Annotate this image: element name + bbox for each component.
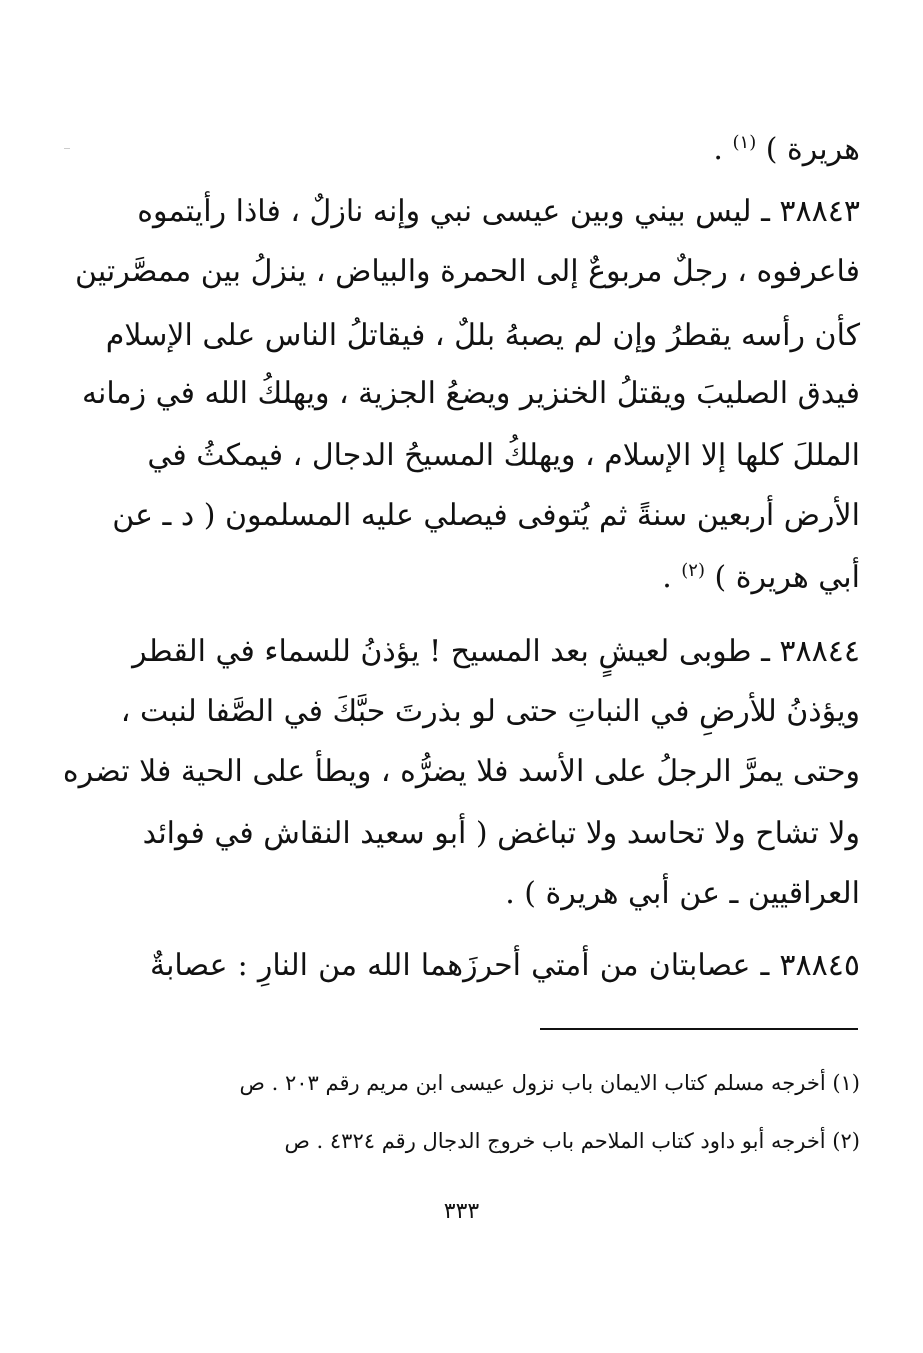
text-line-9: ٣٨٨٤٤ ـ طوبى لعيشٍ بعد المسيح ! يؤذنُ للسماء في القطر xyxy=(132,634,860,669)
footnote-separator xyxy=(540,1028,858,1030)
footnote-ref-1: (١) xyxy=(732,132,757,153)
line-text: أبي هريرة ) xyxy=(705,560,860,595)
line-text: هريرة ) xyxy=(756,132,860,167)
text-line-7: الأرض أربعين سنةً ثم يُتوفى فيصلي عليه المسلمون ( د ـ عن xyxy=(112,498,860,533)
line-tail: . xyxy=(662,560,682,595)
page-number: ٣٣٣ xyxy=(443,1199,480,1224)
text-line-2: ٣٨٨٤٣ ـ ليس بيني وبين عيسى نبي وإنه نازلٌ ، فاذا رأيتموه xyxy=(137,194,860,229)
footnote-2: (٢) أخرجه أبو داود كتاب الملاحم باب خروج الدجال رقم ٤٣٢٤ . ص xyxy=(284,1129,860,1153)
text-line-10: ويؤذنُ للأرضِ في النباتِ حتى لو بذرتَ حبَّكَ في الصَّفا لنبت ، xyxy=(120,694,860,729)
text-line-5: فيدق الصليبَ ويقتلُ الخنزير ويضعُ الجزية ، ويهلكُ الله في زمانه xyxy=(81,376,860,411)
text-line-6: المللَ كلها إلا الإسلام ، ويهلكُ المسيحُ الدجال ، فيمكثُ في xyxy=(147,438,860,473)
margin-mark xyxy=(64,148,70,149)
footnote-1: (١) أخرجه مسلم كتاب الايمان باب نزول عيسى ابن مريم رقم ٢٠٣ . ص xyxy=(239,1071,860,1095)
text-line-13: العراقيين ـ عن أبي هريرة ) . xyxy=(505,876,860,911)
text-line-1 xyxy=(150,128,860,172)
text-line-12: ولا تشاح ولا تحاسد ولا تباغض ( أبو سعيد النقاش في فوائد xyxy=(142,816,860,851)
text-line-14: ٣٨٨٤٥ ـ عصابتان من أمتي أحرزَهما الله من النارِ : عصابةٌ xyxy=(150,948,860,983)
text-line-8 xyxy=(150,556,860,600)
line-tail: . xyxy=(713,132,733,167)
text-line-11: وحتى يمرَّ الرجلُ على الأسد فلا يضرُّه ، ويطأ على الحية فلا تضره xyxy=(62,754,860,789)
footnote-ref-2: (٢) xyxy=(681,560,705,581)
text-line-3: فاعرفوه ، رجلٌ مربوعٌ إلى الحمرة والبياض ، ينزلُ بين ممصَّرتين xyxy=(75,254,860,289)
text-line-4: كأن رأسه يقطرُ وإن لم يصبهُ بللٌ ، فيقاتلُ الناس على الإسلام xyxy=(105,318,860,353)
